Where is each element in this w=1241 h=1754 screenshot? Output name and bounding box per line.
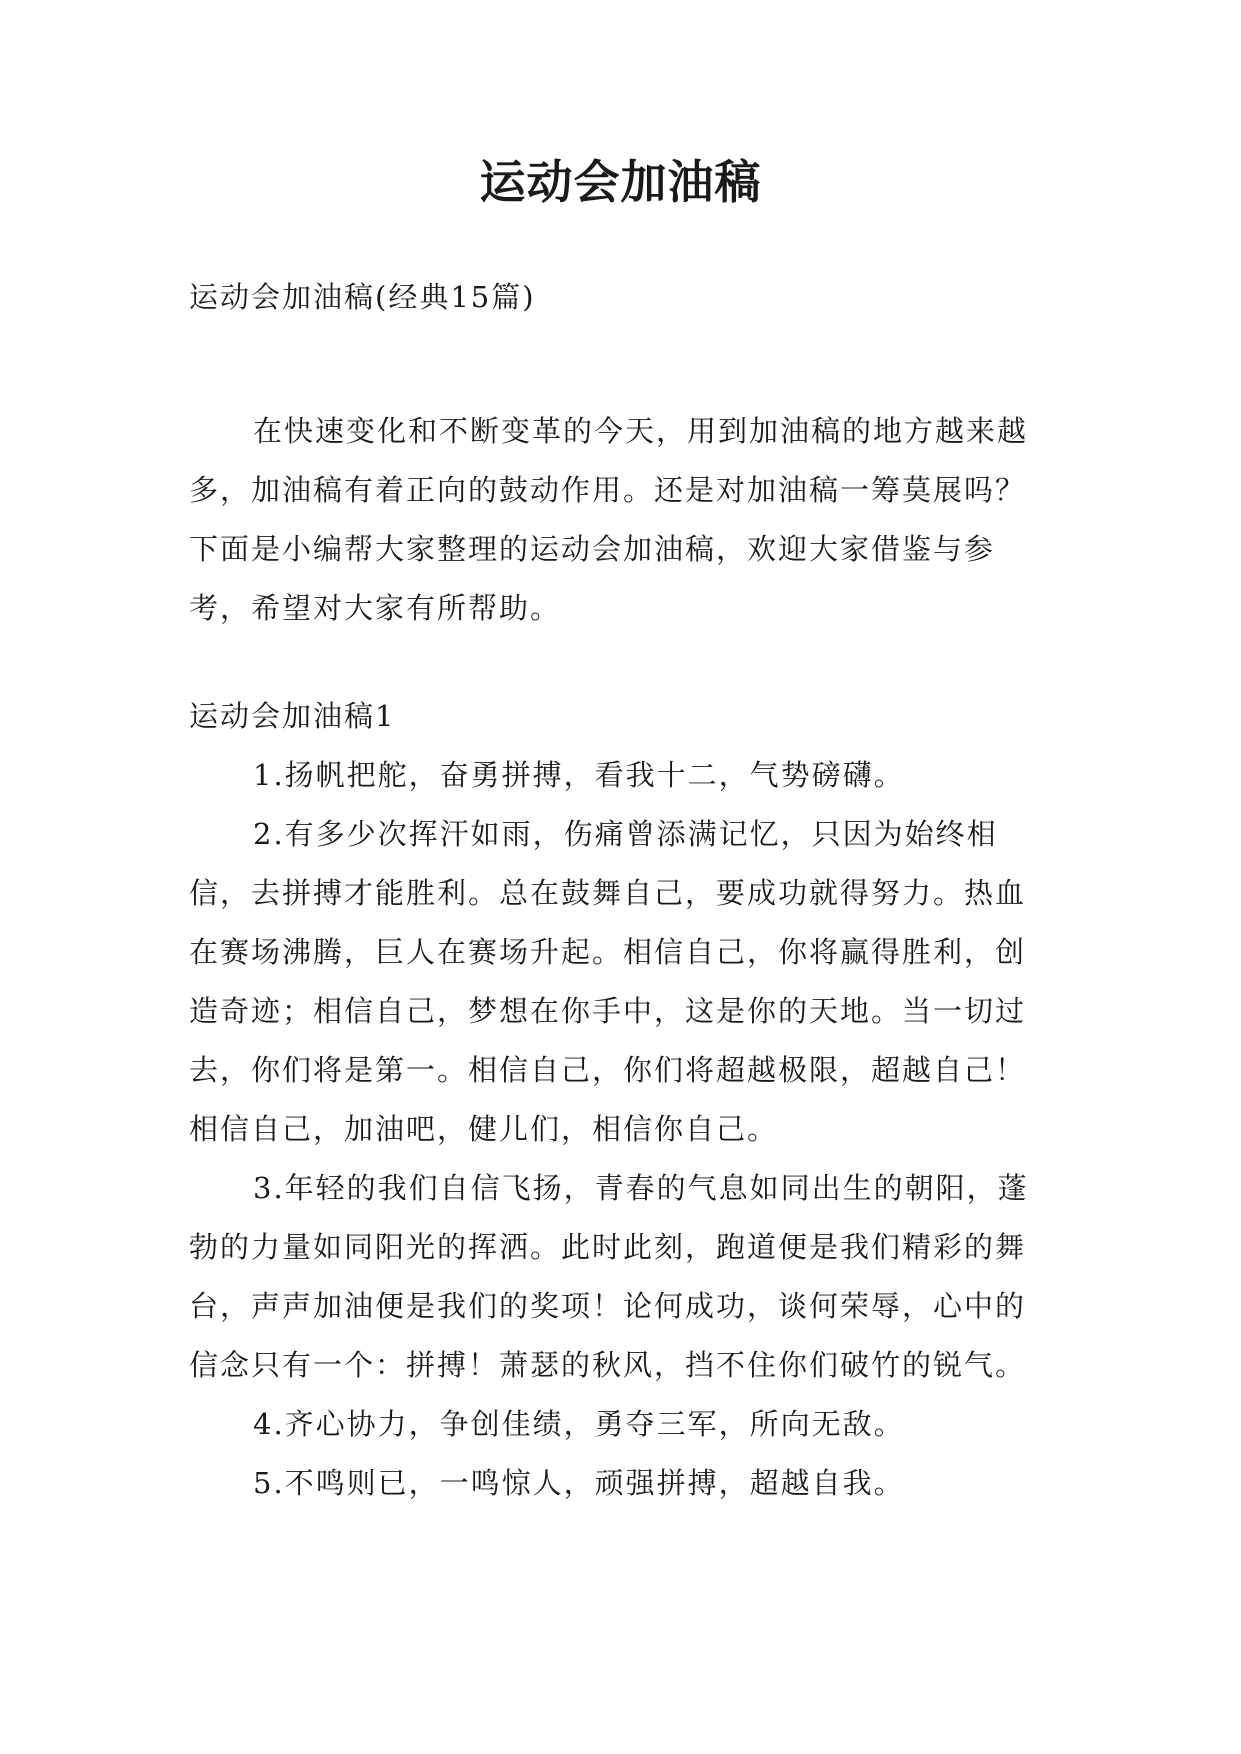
slogan-item: 5.不鸣则已，一鸣惊人，顽强拼搏，超越自我。 <box>253 1466 905 1500</box>
section-heading: 运动会加油稿1 <box>189 699 396 733</box>
intro-paragraph: 在快速变化和不断变革的今天，用到加油稿的地方越来越多，加油稿有着正向的鼓动作用。还是对加油稿一筹莫展吗？下面是小编帮大家整理的运动会加油稿，欢迎大家借鉴与参考，希望对大家有所帮助。 <box>189 414 1029 625</box>
document-subtitle: 运动会加油稿(经典15篇) <box>189 280 536 314</box>
slogan-item: 2.有多少次挥汗如雨，伤痛曾添满记忆，只因为始终相信，去拼搏才能胜利。总在鼓舞自己，要成功就得努力。热血在赛场沸腾，巨人在赛场升起。相信自己，你将赢得胜利，创造奇迹；相信自己，梦想在你手中，这是你的天地。当一切过去，你们将是第一。相信自己，你们将超越极限，超越自己！相信自己，加油吧，健儿们，相信你自己。 <box>189 817 1027 1146</box>
document-title: 运动会加油稿 <box>479 155 762 209</box>
slogan-item: 3.年轻的我们自信飞扬，青春的气息如同出生的朝阳，蓬勃的力量如同阳光的挥洒。此时此刻，跑道便是我们精彩的舞台，声声加油便是我们的奖项！论何成功，谈何荣辱，心中的信念只有一个：拼搏！萧瑟的秋风，挡不住你们破竹的锐气。 <box>189 1171 1029 1382</box>
slogan-list <box>189 746 1051 1513</box>
slogan-item: 4.齐心协力，争创佳绩，勇夺三军，所向无敌。 <box>253 1407 905 1441</box>
slogan-item: 1.扬帆把舵，奋勇拼搏，看我十二，气势磅礴。 <box>253 758 905 792</box>
